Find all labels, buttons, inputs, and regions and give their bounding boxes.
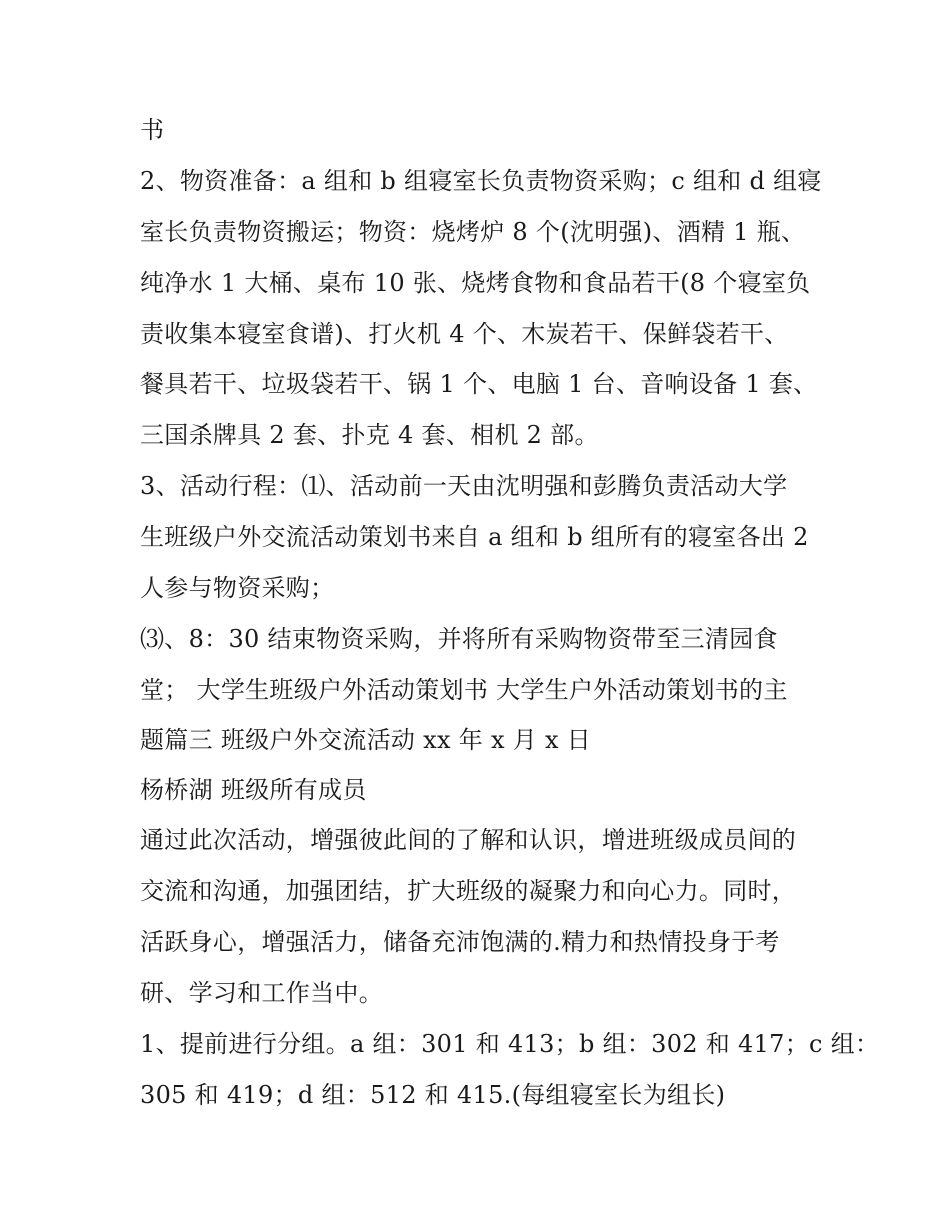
text-line: 活跃身心，增强活力，储备充沛饱满的.精力和热情投身于考 [140,928,780,956]
text-line: 通过此次活动，增强彼此间的了解和认识，增进班级成员间的 [140,826,797,854]
text-line: 纯净水 1 大桶、桌布 10 张、烧烤食物和食品若干(8 个寝室负 [140,269,811,297]
text-line: 3、活动行程：⑴、活动前一天由沈明强和彭腾负责活动大学 [140,472,788,500]
text-line: 305 和 419；d 组：512 和 415.(每组寝室长为组长) [140,1081,726,1109]
text-line: 书 [140,116,165,144]
text-line: 2、物资准备：a 组和 b 组寝室长负责物资采购；c 组和 d 组寝 [140,167,822,195]
text-line: 责收集本寝室食谱)、打火机 4 个、木炭若干、保鲜袋若干、 [140,320,789,348]
text-line: 餐具若干、垃圾袋若干、锅 1 个、电脑 1 台、音响设备 1 套、 [140,370,818,398]
text-line: 堂； 大学生班级户外活动策划书 大学生户外活动策划书的主 [140,676,788,704]
text-line: 1、提前进行分组。a 组：301 和 413；b 组：302 和 417；c 组： [140,1030,880,1058]
text-line: 生班级户外交流活动策划书来自 a 组和 b 组所有的寝室各出 2 [140,523,809,551]
text-line: 题篇三 班级户外交流活动 xx 年 x 月 x 日 [140,726,592,754]
text-line: 室长负责物资搬运；物资：烧烤炉 8 个(沈明强)、酒精 1 瓶、 [140,218,806,246]
text-line: 人参与物资采购； [140,574,335,602]
text-line: 交流和沟通，加强团结，扩大班级的凝聚力和向心力。同时， [140,877,797,905]
text-line: 三国杀牌具 2 套、扑克 4 套、相机 2 部。 [140,421,599,449]
text-line: 研、学习和工作当中。 [140,979,383,1007]
text-line: 杨桥湖 班级所有成员 [140,776,367,804]
text-line: ⑶、8：30 结束物资采购，并将所有采购物资带至三清园食 [140,625,778,653]
